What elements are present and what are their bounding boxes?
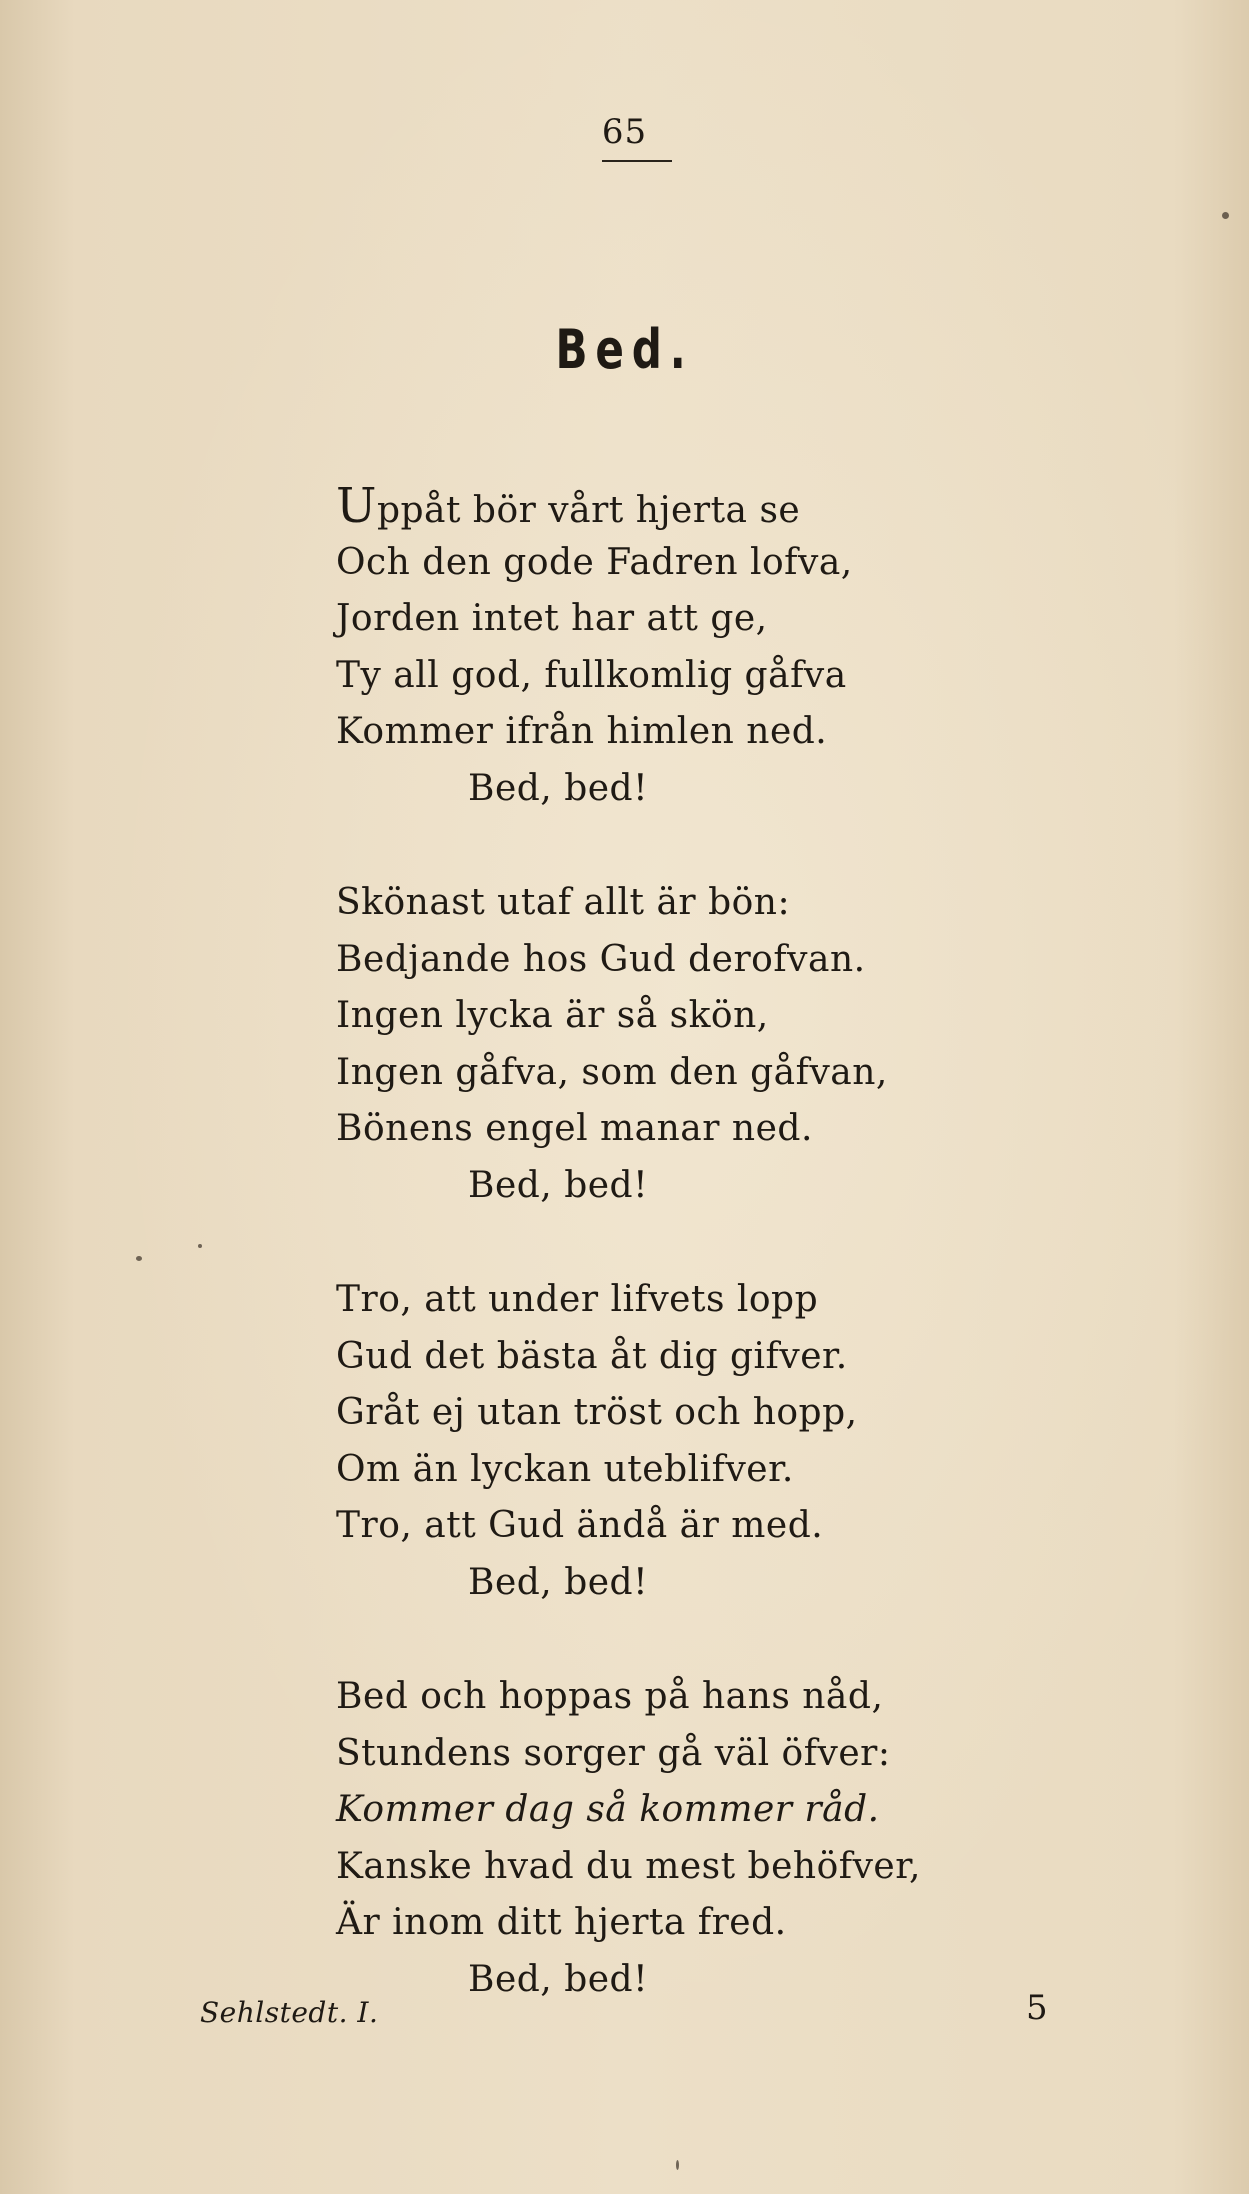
poem-line: Skönast utaf allt är bön: (336, 882, 791, 923)
poem-line: Tro, att Gud ändå är med. (336, 1505, 824, 1546)
poem-line: Och den gode Fadren lofva, (336, 541, 853, 583)
poem-line: Om än lyckan uteblifver. (336, 1448, 794, 1490)
poem-line: Kommer ifrån himlen ned. (336, 711, 828, 752)
stanza-3 (336, 1272, 956, 1611)
poem-line: Gud det bästa åt dig gifver. (336, 1335, 848, 1377)
poem-line: Gråt ej utan tröst och hopp, (336, 1392, 858, 1433)
ink-speck (676, 2160, 679, 2170)
poem-line: Tro, att under lifvets lopp (336, 1279, 819, 1320)
stanza-1 (336, 478, 956, 817)
poem-line: Stundens sorger gå väl öfver: (336, 1732, 891, 1774)
poem-line: Ty all god, fullkomlig gåfva (336, 654, 847, 696)
poem-body (336, 478, 956, 2066)
poem-line: Jorden intet har att ge, (336, 598, 768, 639)
ink-speck (198, 1244, 202, 1248)
poem-line: Är inom ditt hjerta fred. (336, 1902, 787, 1943)
poem-line: Uppåt bör vårt hjerta se (336, 478, 801, 534)
stanza-4 (336, 1669, 956, 2008)
poem-line: Bedjande hos Gud derofvan. (336, 938, 866, 980)
poem-line-italic: Kommer dag så kommer råd. (336, 1789, 880, 1830)
sheet-number: 5 (1026, 1988, 1048, 2028)
poem-line: Bed och hoppas på hans nåd, (336, 1676, 884, 1717)
stanza-2 (336, 875, 956, 1214)
printer-signature: Sehlstedt. I. (200, 1996, 379, 2029)
poem-line: Bönens engel manar ned. (336, 1108, 813, 1149)
refrain-line: Bed, bed! (468, 1164, 649, 1206)
ink-speck (136, 1256, 142, 1261)
poem-line: Kanske hvad du mest behöfver, (336, 1845, 921, 1887)
refrain-line: Bed, bed! (468, 767, 649, 809)
poem-line: Ingen gåfva, som den gåfvan, (336, 1051, 888, 1093)
refrain-line: Bed, bed! (468, 1958, 649, 2000)
poem-line: Ingen lycka är så skön, (336, 995, 769, 1036)
refrain-line: Bed, bed! (468, 1561, 649, 1603)
poem-title: Bed. (555, 318, 694, 381)
page-number-rule (602, 160, 672, 162)
page-number: 65 (601, 112, 648, 152)
ink-speck (1222, 212, 1229, 219)
